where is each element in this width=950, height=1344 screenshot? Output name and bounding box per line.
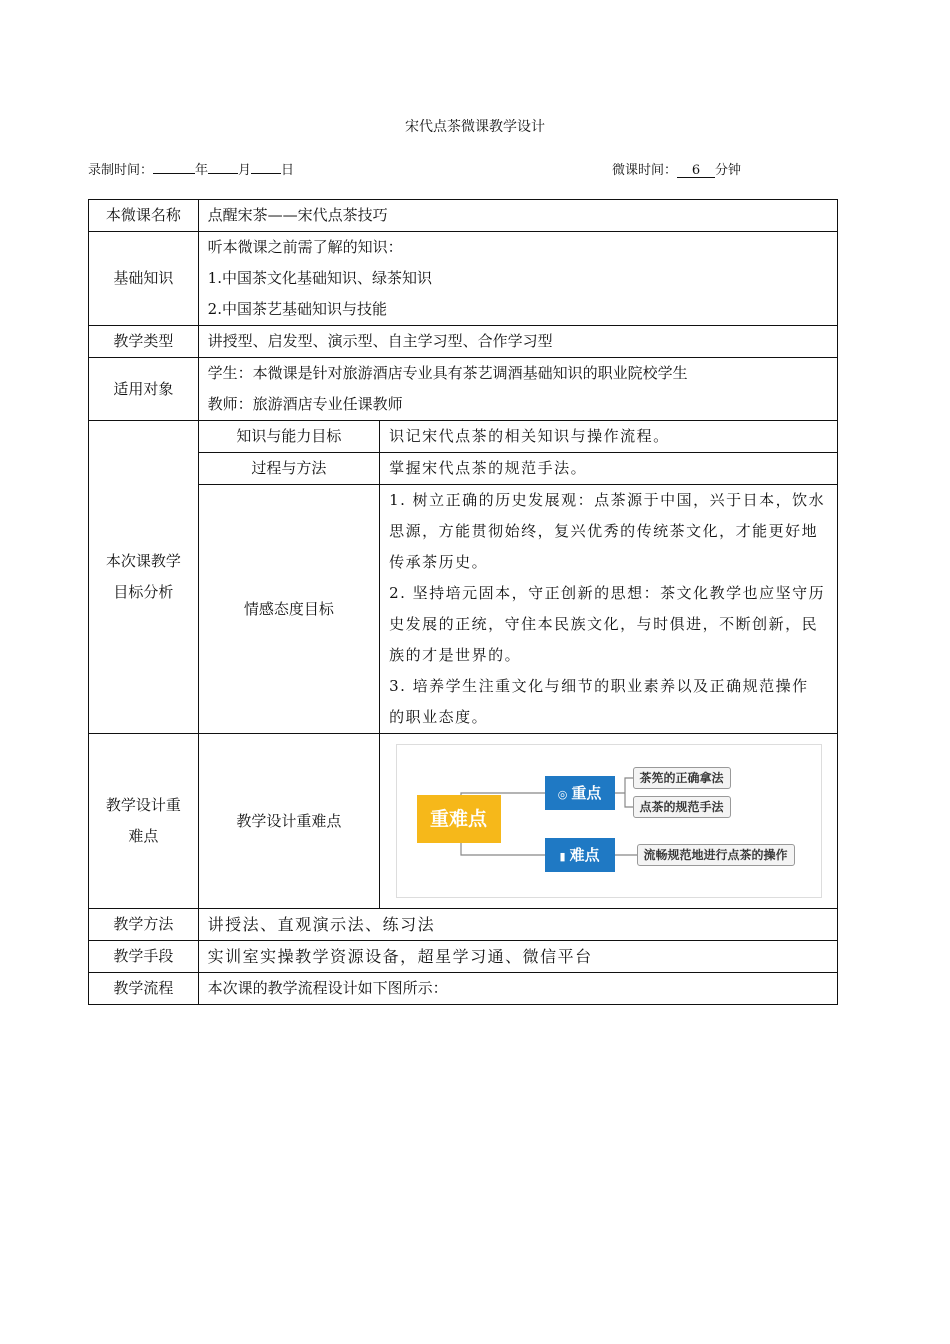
difficulty-sub-label: 教学设计重难点: [198, 734, 379, 909]
mindmap-key-node: [545, 776, 615, 810]
mindmap-leaf: 流畅规范地进行点茶的操作: [637, 844, 795, 866]
row-type: [89, 326, 838, 358]
emotion-line: 思源，方能贯彻始终，复兴优秀的传统茶文化，才能更好地: [389, 522, 819, 540]
record-time: [88, 159, 294, 178]
lesson-plan-table: [88, 199, 838, 1005]
emotion-goal-label: 情感态度目标: [198, 485, 379, 734]
method-value: 讲授法、直观演示法、练习法: [198, 909, 837, 941]
basics-value: [198, 232, 837, 326]
means-value: 实训室实操教学资源设备，超星学习通、微信平台: [198, 941, 837, 973]
row-means: [89, 941, 838, 973]
row-goal-knowledge: [89, 421, 838, 453]
connector-key-leaves: [615, 778, 633, 807]
target-icon: ◎: [557, 788, 568, 801]
month-blank: [208, 159, 238, 174]
row-flow: [89, 973, 838, 1005]
connector-hard: [461, 843, 545, 855]
month-label: 月: [238, 163, 252, 178]
row-name: [89, 200, 838, 232]
mindmap-hard-node: [545, 838, 615, 872]
type-value: 讲授型、启发型、演示型、自主学习型、合作学习型: [198, 326, 837, 358]
clipboard-icon: ▮: [559, 850, 566, 863]
duration: [612, 159, 741, 178]
day-blank: [251, 159, 281, 174]
document-title: 宋代点茶微课教学设计: [405, 119, 545, 135]
process-goal-value: 掌握宋代点茶的规范手法。: [380, 453, 838, 485]
difficulty-label: [89, 734, 199, 909]
type-label: 教学类型: [89, 326, 199, 358]
mindmap: [396, 744, 822, 898]
process-goal-label: 过程与方法: [198, 453, 379, 485]
row-method: [89, 909, 838, 941]
emotion-line: 2. 坚持培元固本，守正创新的思想：茶文化教学也应坚守历: [389, 584, 826, 602]
audience-line: 教师：旅游酒店专业任课教师: [207, 395, 403, 413]
goals-label-line: 目标分析: [113, 583, 174, 601]
knowledge-goal-value: 识记宋代点茶的相关知识与操作流程。: [380, 421, 838, 453]
emotion-line: 传承茶历史。: [389, 553, 489, 571]
difficulty-label-line: 教学设计重: [105, 796, 181, 814]
audience-label: 适用对象: [89, 358, 199, 421]
emotion-line: 1. 树立正确的历史发展观：点茶源于中国，兴于日本，饮水: [389, 491, 826, 509]
row-goal-process: [89, 453, 838, 485]
emotion-line: 3. 培养学生注重文化与细节的职业素养以及正确规范操作: [389, 677, 809, 695]
means-label: 教学手段: [89, 941, 199, 973]
year-label: 年: [195, 163, 209, 178]
audience-line: 学生：本微课是针对旅游酒店专业具有茶艺调酒基础知识的职业院校学生: [207, 364, 688, 382]
flow-value: 本次课的教学流程设计如下图所示：: [198, 973, 837, 1005]
name-label: 本微课名称: [89, 200, 199, 232]
basics-line: 2.中国茶艺基础知识与技能: [207, 300, 387, 318]
emotion-line: 族的才是世界的。: [389, 646, 522, 664]
row-audience: [89, 358, 838, 421]
row-difficulty: [89, 734, 838, 909]
goals-label-line: 本次课教学: [105, 552, 181, 570]
duration-label: 微课时间：: [612, 163, 678, 178]
name-value: 点醒宋茶——宋代点茶技巧: [198, 200, 837, 232]
basics-line: 1.中国茶文化基础知识、绿茶知识: [207, 269, 432, 287]
key-node-label: 重点: [571, 784, 602, 802]
basics-label: 基础知识: [89, 232, 199, 326]
record-time-label: 录制时间：: [88, 163, 154, 178]
mindmap-leaf: 茶筅的正确拿法: [633, 767, 731, 789]
emotion-goal-value: [380, 485, 838, 734]
difficulty-label-line: 难点: [128, 827, 159, 845]
basics-line: 听本微课之前需了解的知识：: [207, 238, 403, 256]
knowledge-goal-label: 知识与能力目标: [198, 421, 379, 453]
emotion-line: 的职业态度。: [389, 708, 489, 726]
difficulty-mindmap-cell: [380, 734, 838, 909]
method-label: 教学方法: [89, 909, 199, 941]
day-label: 日: [281, 163, 295, 178]
flow-label: 教学流程: [89, 973, 199, 1005]
duration-unit: 分钟: [715, 163, 742, 178]
goals-label: [89, 421, 199, 734]
hard-node-label: 难点: [569, 846, 600, 864]
row-basics: [89, 232, 838, 326]
duration-value: 6: [677, 163, 715, 178]
mindmap-leaf: 点茶的规范手法: [633, 796, 731, 818]
mindmap-root: 重难点: [417, 795, 501, 843]
emotion-line: 史发展的正统，守住本民族文化，与时俱进，不断创新，民: [389, 615, 819, 633]
year-blank: [153, 159, 195, 174]
row-goal-emotion: [89, 485, 838, 734]
audience-value: [198, 358, 837, 421]
